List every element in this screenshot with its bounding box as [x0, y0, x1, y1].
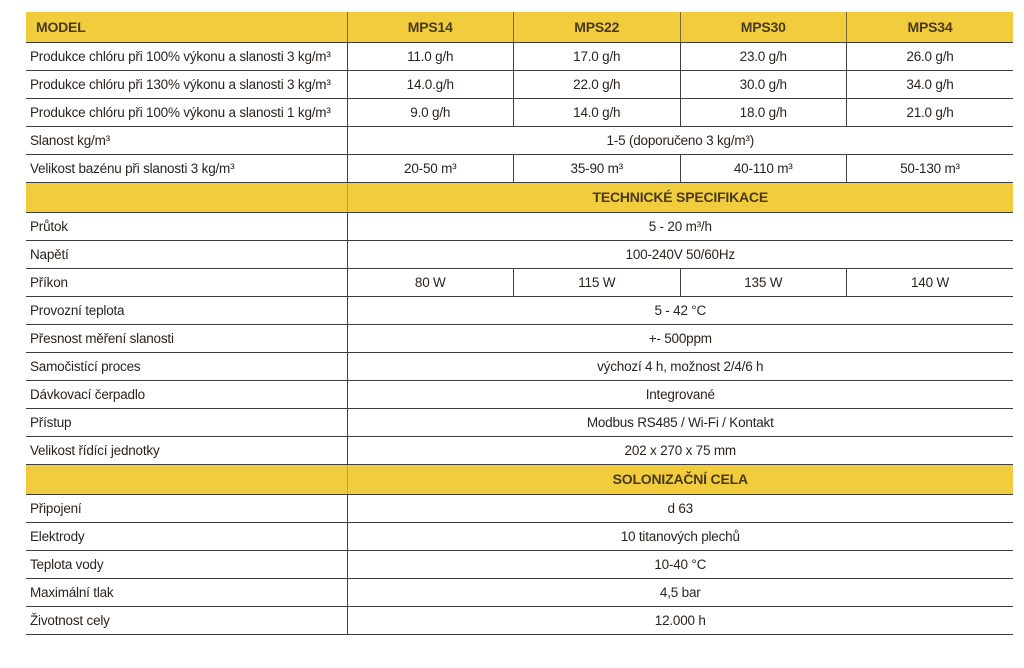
row-label: Provozní teplota: [26, 296, 347, 324]
spec-table: [26, 12, 1013, 635]
cell-value: 140 W: [847, 268, 1014, 296]
table-row: [26, 268, 1013, 296]
section-header-cell: [26, 464, 1013, 494]
section-spacer: [26, 182, 347, 212]
row-label: Napětí: [26, 240, 347, 268]
row-label: Průtok: [26, 212, 347, 240]
cell-value: d 63: [347, 494, 1013, 522]
cell-value: 11.0 g/h: [347, 42, 514, 70]
row-label: Slanost kg/m³: [26, 126, 347, 154]
cell-value: 22.0 g/h: [514, 70, 681, 98]
row-label: Maximální tlak: [26, 578, 347, 606]
table-row: [26, 408, 1013, 436]
cell-value: 135 W: [680, 268, 847, 296]
cell-value: 5 - 42 °C: [347, 296, 1013, 324]
cell-value: Modbus RS485 / Wi-Fi / Kontakt: [347, 408, 1013, 436]
row-label: Velikost bazénu při slanosti 3 kg/m³: [26, 154, 347, 182]
row-label: Samočistící proces: [26, 352, 347, 380]
row-label: Teplota vody: [26, 550, 347, 578]
row-label: Přístup: [26, 408, 347, 436]
cell-value: 14.0.g/h: [347, 70, 514, 98]
section-title: TECHNICKÉ SPECIFIKACE: [347, 182, 1013, 212]
section-header-tech: [26, 182, 1013, 212]
table-row: [26, 240, 1013, 268]
section-spacer: [26, 464, 347, 494]
table-row: [26, 578, 1013, 606]
cell-value: 10 titanových plechů: [347, 522, 1013, 550]
cell-value: 115 W: [514, 268, 681, 296]
model-mps22: MPS22: [514, 12, 681, 42]
model-header: MODEL: [26, 12, 347, 42]
row-label: Produkce chlóru při 100% výkonu a slanosti 1 kg/m³: [26, 98, 347, 126]
cell-value: 35-90 m³: [514, 154, 681, 182]
table-row: [26, 42, 1013, 70]
cell-value: 20-50 m³: [347, 154, 514, 182]
model-mps30: MPS30: [680, 12, 847, 42]
cell-value: 4,5 bar: [347, 578, 1013, 606]
table-row: [26, 98, 1013, 126]
cell-value: 34.0 g/h: [847, 70, 1014, 98]
row-label: Přesnost měření slanosti: [26, 324, 347, 352]
row-label: Příkon: [26, 268, 347, 296]
cell-value: 18.0 g/h: [680, 98, 847, 126]
table-row: [26, 70, 1013, 98]
row-label: Životnost cely: [26, 606, 347, 634]
row-label: Připojení: [26, 494, 347, 522]
cell-value: +- 500ppm: [347, 324, 1013, 352]
row-label: Dávkovací čerpadlo: [26, 380, 347, 408]
cell-value: 1-5 (doporučeno 3 kg/m³): [347, 126, 1013, 154]
cell-value: 5 - 20 m³/h: [347, 212, 1013, 240]
table-row: [26, 212, 1013, 240]
table-row: [26, 324, 1013, 352]
table-row: [26, 154, 1013, 182]
cell-value: 26.0 g/h: [847, 42, 1014, 70]
cell-value: 30.0 g/h: [680, 70, 847, 98]
cell-value: výchozí 4 h, možnost 2/4/6 h: [347, 352, 1013, 380]
table-row: [26, 352, 1013, 380]
model-mps34: MPS34: [847, 12, 1014, 42]
header-row: [26, 12, 1013, 42]
cell-value: 17.0 g/h: [514, 42, 681, 70]
cell-value: 23.0 g/h: [680, 42, 847, 70]
cell-value: 10-40 °C: [347, 550, 1013, 578]
table-row: [26, 522, 1013, 550]
table-row: [26, 550, 1013, 578]
cell-value: 12.000 h: [347, 606, 1013, 634]
cell-value: 9.0 g/h: [347, 98, 514, 126]
spec-sheet: [26, 12, 1013, 635]
cell-value: 40-110 m³: [680, 154, 847, 182]
table-row: [26, 494, 1013, 522]
table-row: [26, 436, 1013, 464]
cell-value: Integrované: [347, 380, 1013, 408]
section-title: SOLONIZAČNÍ CELA: [347, 464, 1013, 494]
table-row: [26, 126, 1013, 154]
cell-value: 100-240V 50/60Hz: [347, 240, 1013, 268]
row-label: Produkce chlóru při 100% výkonu a slanosti 3 kg/m³: [26, 42, 347, 70]
cell-value: 50-130 m³: [847, 154, 1014, 182]
model-mps14: MPS14: [347, 12, 514, 42]
row-label: Velikost řídící jednotky: [26, 436, 347, 464]
table-row: [26, 606, 1013, 634]
cell-value: 14.0 g/h: [514, 98, 681, 126]
row-label: Elektrody: [26, 522, 347, 550]
cell-value: 202 x 270 x 75 mm: [347, 436, 1013, 464]
table-row: [26, 296, 1013, 324]
table-row: [26, 380, 1013, 408]
row-label: Produkce chlóru při 130% výkonu a slanosti 3 kg/m³: [26, 70, 347, 98]
cell-value: 21.0 g/h: [847, 98, 1014, 126]
cell-value: 80 W: [347, 268, 514, 296]
